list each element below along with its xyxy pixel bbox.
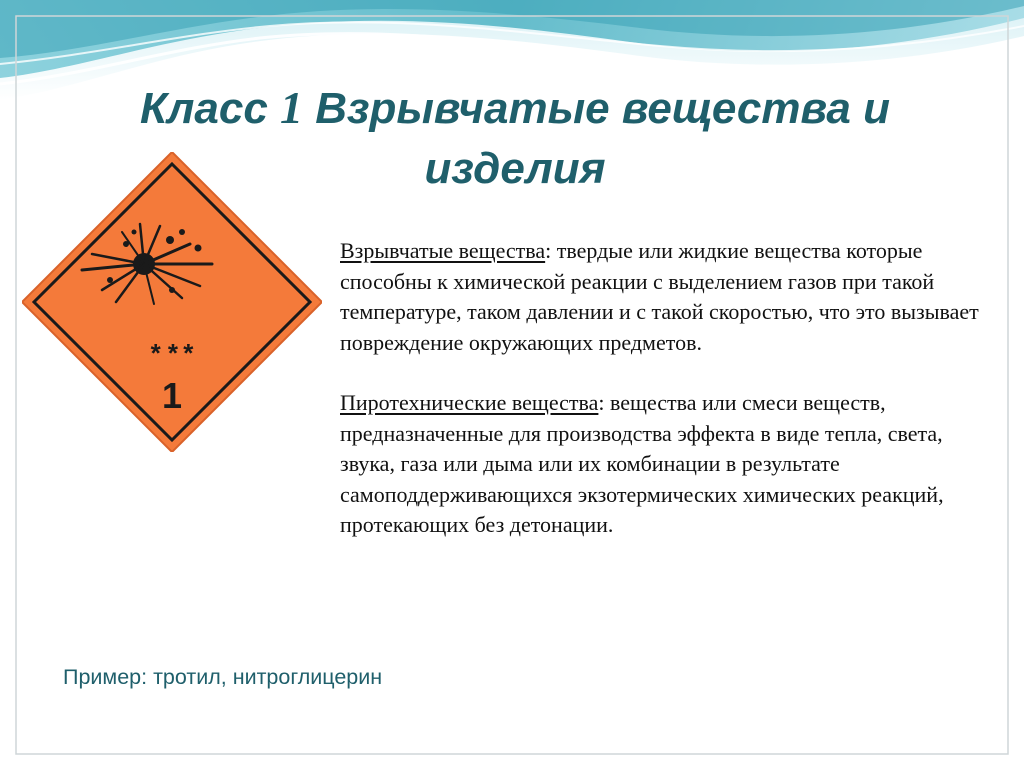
definition-explosives-body: : твердые или жидкие вещества которые способны к химической реакции с выделением газов при такой температуре, таком давлении и с такой скоростью, что это вызывает повреждение окружающих предметов.: [340, 238, 979, 355]
division-stars: * * *: [150, 338, 194, 368]
example-text: Пример: тротил, нитроглицерин: [63, 665, 383, 689]
definitions-text: [340, 236, 1000, 541]
class-number: 1: [161, 375, 183, 416]
term-pyrotechnics: Пиротехнические вещества: [340, 390, 599, 415]
title-class-number: 1: [280, 82, 304, 133]
explosive-class-1-placard: [22, 152, 322, 452]
definition-pyrotechnics-body: : вещества или смеси веществ, предназначенные для производства эффекта в виде тепла, света, звука, газа или дыма или их комбинации в результате самоподдерживающихся экзотермических химических реакций, протекающих без детонации.: [340, 390, 944, 537]
term-explosives: Взрывчатые вещества: [340, 238, 546, 263]
definition-explosives: [340, 236, 1000, 358]
title-text-2: Взрывчатые вещества и изделия: [303, 84, 891, 193]
title-text-1: Класс: [139, 84, 281, 133]
definition-pyrotechnics: [340, 388, 1000, 541]
